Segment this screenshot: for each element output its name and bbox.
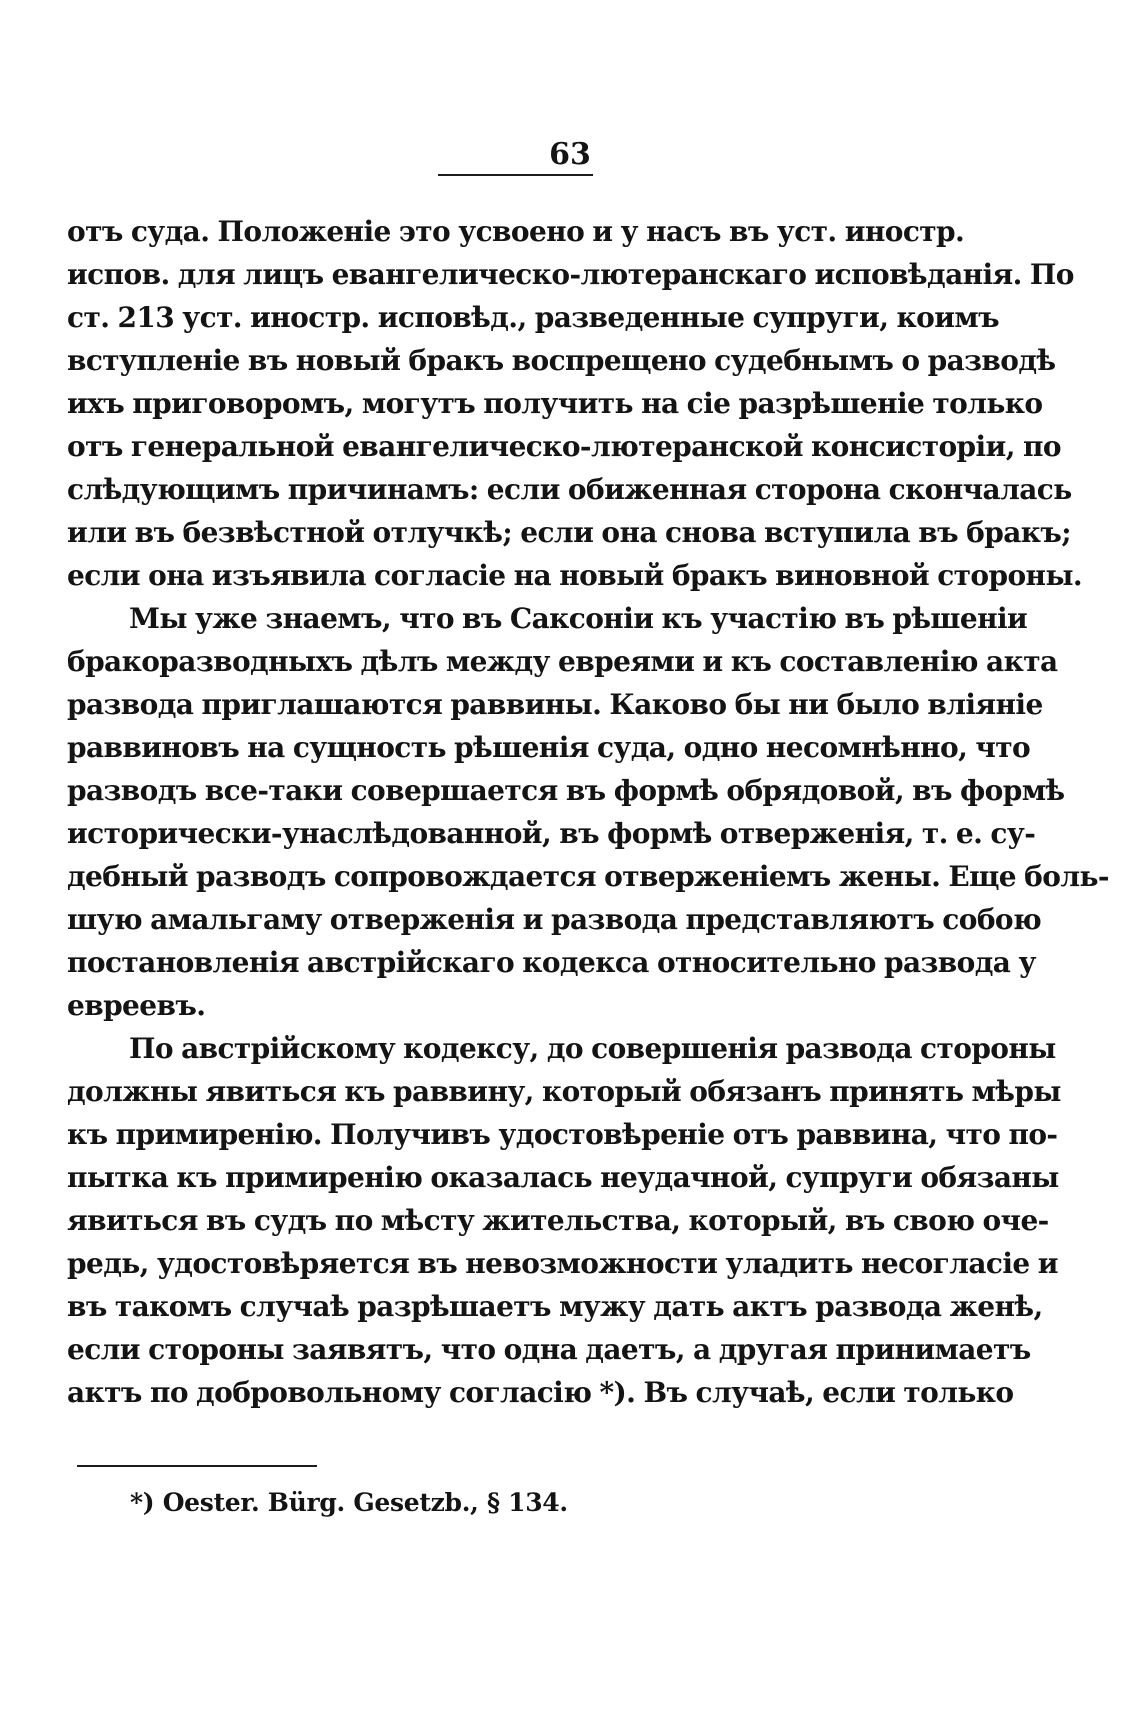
- text-line: По австрійскому кодексу, до совершенія развода стороны: [129, 1032, 1056, 1065]
- text-line: къ примиренію. Получивъ удостовѣреніе отъ раввина, что по-: [67, 1118, 1058, 1151]
- text-line: евреевъ.: [67, 989, 206, 1022]
- footnote: *) Oester. Bürg. Gesetzb., § 134.: [130, 1488, 568, 1517]
- paragraph: [67, 597, 1109, 1027]
- footnote-rule: [77, 1465, 317, 1467]
- paragraph: [67, 210, 1083, 597]
- text-line: ст. 213 уст. иностр. исповѣд., разведенные супруги, коимъ: [67, 301, 999, 334]
- page-number: 63: [549, 137, 591, 172]
- text-line: исторически-унаслѣдованной, въ формѣ отверженія, т. е. су-: [67, 817, 1036, 850]
- header-rule: [438, 174, 593, 176]
- text-line: слѣдующимъ причинамъ: если обиженная сторона скончалась: [67, 473, 1072, 506]
- text-line: развода приглашаются раввины. Каково бы ни было вліяніе: [67, 688, 1043, 721]
- text-line: испов. для лицъ евангелическо-лютеранскаго исповѣданія. По: [67, 258, 1074, 291]
- text-line: ихъ приговоромъ, могутъ получить на сіе разрѣшеніе только: [67, 387, 1043, 420]
- text-line: бракоразводныхъ дѣлъ между евреями и къ составленію акта: [67, 645, 1058, 678]
- text-line: разводъ все-таки совершается въ формѣ обрядовой, въ формѣ: [67, 774, 1065, 807]
- text-line: въ такомъ случаѣ разрѣшаетъ мужу дать актъ развода женѣ,: [67, 1290, 1043, 1323]
- text-line: должны явиться къ раввину, который обязанъ принять мѣры: [67, 1075, 1061, 1108]
- text-line: актъ по добровольному согласію *). Въ случаѣ, если только: [67, 1376, 1014, 1409]
- text-line: шую амальгаму отверженія и развода представляютъ собою: [67, 903, 1042, 936]
- text-line: отъ суда. Положеніе это усвоено и у насъ въ уст. иностр.: [67, 215, 965, 248]
- text-line: Мы уже знаемъ, что въ Саксоніи къ участію въ рѣшеніи: [129, 602, 1028, 635]
- text-line: редь, удостовѣряется въ невозможности уладить несогласіе и: [67, 1247, 1058, 1280]
- text-line: или въ безвѣстной отлучкѣ; если она снова вступила въ бракъ;: [67, 516, 1072, 549]
- text-line: явиться въ судъ по мѣсту жительства, который, въ свою оче-: [67, 1204, 1049, 1237]
- paragraph: [67, 1027, 1061, 1414]
- text-line: отъ генеральной евангелическо-лютеранской консисторіи, по: [67, 430, 1061, 463]
- text-line: если стороны заявятъ, что одна даетъ, а другая принимаетъ: [67, 1333, 1031, 1366]
- text-line: вступленіе въ новый бракъ воспрещено судебнымъ о разводѣ: [67, 344, 1056, 377]
- text-line: раввиновъ на сущность рѣшенія суда, одно несомнѣнно, что: [67, 731, 1031, 764]
- body-text: [67, 210, 1109, 1414]
- text-line: дебный разводъ сопровождается отверженіемъ жены. Еще боль-: [67, 860, 1109, 893]
- text-line: постановленія австрійскаго кодекса относительно развода у: [67, 946, 1036, 979]
- text-line: если она изъявила согласіе на новый бракъ виновной стороны.: [67, 559, 1083, 592]
- text-line: пытка къ примиренію оказалась неудачной, супруги обязаны: [67, 1161, 1059, 1194]
